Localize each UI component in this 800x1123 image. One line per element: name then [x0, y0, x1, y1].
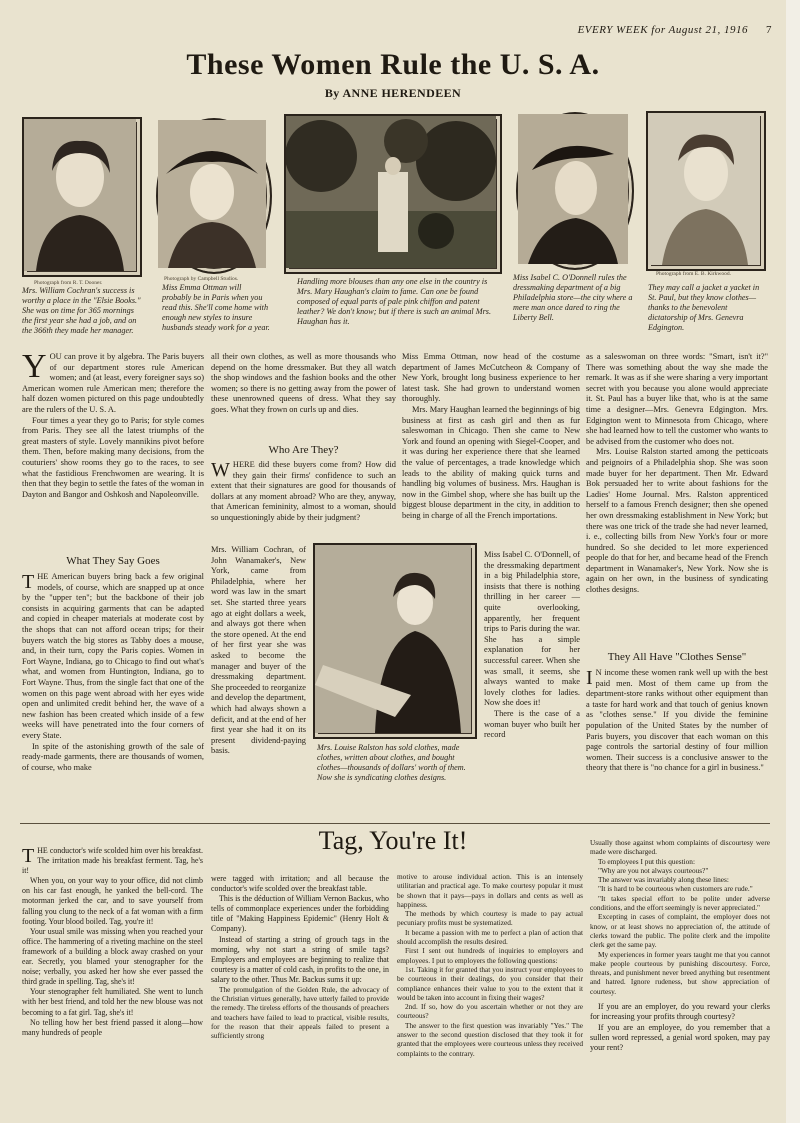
- paragraph: motive to arouse individual action. This is an intensely utilitarian and practical age. To make courtesy popular it must be shown that it pays—pays in dollars and cents as well as happiness.: [397, 872, 583, 909]
- paragraph: This is the déduction of William Vernon Backus, who tells of commonplace experiences under the forbidding title of "Making Happiness Epidemic" (Henry Holt & Company).: [211, 894, 389, 934]
- paragraph: OU can prove it by algebra. The Paris buyers of our department stores rule American women; and (at least, every foreigner says so) American women rule American men; therefore the half dozen women pictured on this page undoubtedly are the rulers of the U. S. A.: [22, 352, 204, 414]
- paragraph: were tagged with irritation; and all because the conductor's wife scolded over the breakfast table.: [211, 874, 389, 894]
- photo-cochran: [22, 117, 142, 277]
- dropcap: T: [22, 845, 35, 867]
- paragraph: HE American buyers bring back a few original models, of course, which are snapped up at once by the "upper ten"; but the backbone of their job consists in acquiring garments that can be adapted and copied in cheaper materials at moderate cost by the shops that can not afford ocean trips; for their buyers watch the big stores as Tabby does a mouse, and, in their turn, copy the Paris copies. Women in Fort Wayne, Indiana, go to Chicago to find out what's what, and women from Huntington, Indiana, go to Fort Wayne. Thus, from the single fact that one of the women on this page went abroad with her eyes wide open and unlimited credit behind her, the wave of a new fashion has been created which inside of a few weeks will have penetrated into the four corners of every State.: [22, 572, 204, 740]
- paragraph: Mrs. William Cochran, of John Wanamaker's, New York, came from Philadelphia, where her word was law in the smart set. She started three years ago at eight dollars a week, and always got there when the store opened. At the end of her first year she was asked to become the manager and buyer of the dressmaking department. She proceeded to reorganize and develop the department, which had always shown a deficit, and at the end of her first year she had it on its present dividend-paying basis.: [211, 545, 306, 756]
- running-header: [578, 24, 772, 36]
- tag-title: Tag, You're It!: [318, 826, 468, 855]
- caption-ottman: Miss Emma Ottman will probably be in Paris when you read this. She'll come home with enough new styles to insure husbands steady work for a year.: [162, 283, 270, 332]
- page-number: 7: [766, 24, 772, 36]
- paragraph: If you are an employer, do you reward your clerks for increasing your profits through courtesy?: [590, 1002, 770, 1022]
- article-column-2b: [211, 460, 396, 524]
- photo-ralston: [313, 543, 477, 739]
- photo-credit-campbell: Photograph by Campbell Studios.: [164, 276, 239, 282]
- subheading-who-are-they: Who Are They?: [268, 444, 339, 456]
- article-column-4b: [586, 668, 768, 774]
- page-edge: [786, 0, 800, 1123]
- paragraph: In spite of the astonishing growth of the sale of ready-made garments, there are thousands of women, of course, who make: [22, 741, 204, 772]
- article-title: These Women Rule the U. S. A.: [186, 48, 600, 81]
- paragraph: To employees I put this question:: [598, 856, 695, 866]
- paragraph: When you, on your way to your office, did not climb on his car fast enough, he yanked the bell-cord. The motorman jerked the car, and to save yourself from falling you clung to the neck of a fat woman with a firm footing. Your blood boiled. Tag, you're it!: [22, 876, 203, 926]
- article-column-3: [402, 352, 580, 522]
- article-column-4: [586, 352, 768, 596]
- dropcap: W: [211, 459, 230, 481]
- paragraph: "It takes special effort to be polite under adverse conditions, and the effort seemingly is never appreciated.": [590, 893, 770, 913]
- ralston-inset: [313, 543, 477, 805]
- paragraph: If you are an employee, do you remember that a sullen word repressed, a genial word spoken, may pay your rent?: [590, 1022, 770, 1053]
- paragraph: HERE did these buyers come from? How did they gain their firms' confidence to such an extent that their signatures are good for thousands of dollars at any moment abroad? Who are they, anyway, that American femininity, almost to a woman, should so unquestioningly abide by their judgment?: [211, 460, 396, 522]
- tag-column-2: [211, 874, 389, 1040]
- paragraph: Four times a year they go to Paris; for style comes from Paris. They see all the latest triumphs of the great masters of style. Lovely mannikins pivot before them. Then, before making many decisions, from the couturiers' show rooms they go to the races, to see what the fastidious Frenchwomen are wearing. It is then that they begin to settle the fates of the woman in Dayton and Bangor and Oshkosh and Napoleonville.: [22, 415, 204, 499]
- article-column-3b: [484, 550, 580, 741]
- paragraph: The methods by which courtesy is made to pay actual pecuniary profits must be systematized.: [397, 909, 583, 928]
- photo-haughan: [284, 114, 502, 274]
- paragraph: No telling how her best friend passed it along—how many hundreds of people: [22, 1017, 203, 1037]
- article-column-1b: [22, 572, 204, 773]
- paragraph: There is the case of a woman buyer who built her record: [484, 708, 580, 740]
- photo-edgington: [646, 111, 766, 271]
- caption-haughan: Handling more blouses than any one else in the country is Mrs. Mary Haughan's claim to fame. Can one be found composed of equal parts of pale pink chiffon and patent leather? We don't know; but if there is such an animal Mrs. Haughan has it.: [297, 277, 491, 326]
- article-column-2: [211, 352, 396, 416]
- article-column-1: [22, 348, 204, 500]
- paragraph: "It is hard to be courteous when customers are rude.": [598, 884, 753, 894]
- photo-credit-kirkwood: Photograph from E. B. Kirkwood.: [656, 271, 732, 277]
- section-divider: [20, 823, 770, 824]
- subheading-what-they-say-goes: What They Say Goes: [66, 555, 160, 567]
- paragraph: Excepting in cases of complaint, the employer does not know, or at least shows no appreciation of, the attitude of clerks toward the public. The polite clerk and the impolite clerk get the same pay.: [590, 912, 770, 950]
- dropcap: I: [586, 667, 593, 689]
- paragraph: My experiences in former years taught me that you cannot make people courteous by punishing discourtesy. Force, threats, and punishment never breed anything but resentment and hatred. Ignore rudeness, but show appreciation of courtesy.: [590, 949, 770, 996]
- paragraph: as a saleswoman on three words: "Smart, isn't it?" There was something about the way she made the remark. It was as if she were sharing a very important secret with you because you alone would appreciate it. St. Paul has a buyer like that, who is at the same time a designer—Mrs. Genevra Edgington. Mrs. Edgington went to Minnesota from Chicago, where she had learned how to tell the customer who wants to be advised from the customer who does not.: [586, 352, 768, 446]
- paragraph: It became a passion with me to perfect a plan of action that should accomplish the results desired.: [397, 927, 583, 947]
- dropcap: Y: [22, 348, 47, 385]
- paragraph: Your stenographer felt humiliated. She went to lunch with her best friend, and told her the new blouse was not becoming to a fat girl. Tag, she's it!: [22, 987, 203, 1017]
- caption-odonnell: Miss Isabel C. O'Donnell rules the dressmaking department of a big Philadelphia store—the city where a mere man once dared to ring the Liberty Bell.: [513, 273, 633, 322]
- paragraph: Mrs. Louise Ralston started among the petticoats and peignoirs of a Philadelphia shop. She was soon made buyer for her department. Then Mr. Edward Bok persuaded her to write about fashions for the Ladies' Home Journal. Mrs. Ralston apprenticed herself to a famous French designer; then she opened her own dressmaking establishment in New York; but there was one trick of the trade she had never learned, i. e., collecting bills from New York's four or more hundred. So she decided to let more experienced people do that for her, and became head of the French department in Wanamaker's, New York. Now she is again on her own, in the business of syndicating clothes designs.: [586, 447, 768, 595]
- tag-column-3: [397, 872, 583, 1058]
- paragraph: Mrs. Mary Haughan learned the beginnings of big business at first as cash girl and then as fur saleswoman in Chicago. Then she came to New York and found an opening with Siegel-Cooper, and it was during her experience there that she learned the value of percentages, a trade knowledge which leads to the ability of making quick turns and handling big volumes of business. Mrs. Haughan is now in the Gimbel shop, where she has built up the biggest blouse department in the city, in addition to being in charge of all the French importations.: [402, 404, 580, 520]
- article-column-2c: [211, 545, 306, 757]
- caption-ralston: Mrs. Louise Ralston has sold clothes, made clothes, written about clothes, and bought clothes—thousands of dollars' worth of them. Now she is syndicating clothes designs.: [317, 743, 466, 782]
- caption-cochran: Mrs. William Cochran's success is worthy a place in the "Elsie Books." She was on time for 365 mornings the first year she had a job, and on the 366th they made her manager.: [22, 286, 141, 335]
- tag-column-4: [590, 838, 770, 1054]
- paragraph: 2nd. If so, how do you ascertain whether or not they are courteous?: [397, 1002, 583, 1021]
- paragraph: 1st. Taking it for granted that you instruct your employees to be courteous in their dealings, do you consider that their compliance enhances their value to you to the extent that it would be taken into account in fixing their wages?: [397, 964, 583, 1002]
- photo-ottman: [156, 118, 272, 274]
- dropcap: T: [22, 571, 35, 593]
- running-title: EVERY WEEK for August 21, 1916: [577, 24, 748, 36]
- paragraph: HE conductor's wife scolded him over his breakfast. The irritation made his breakfast ferment. Tag, he's it!: [22, 846, 203, 876]
- paragraph: "Why are you not always courteous?": [598, 865, 709, 875]
- paragraph: First I sent out hundreds of inquiries to employers and employees. I put to employers the following questions:: [397, 946, 583, 965]
- photo-credit-dooner: Photograph from R. T. Dooner.: [34, 280, 103, 286]
- tag-column-1: [22, 846, 203, 1038]
- caption-edgington: They may call a jacket a yacket in St. Paul, but they know clothes—thanks to the benevolent dictatorship of Mrs. Genevra Edgington.: [648, 283, 760, 332]
- paragraph: The promulgation of the Golden Rule, the advocacy of the Christian virtues generally, have utterly failed to provide the remedy. The tireless efforts of the thousands of preachers and teachers have failed to lead to practical, visible results, for the reason that their appeals failed to present a sufficiently strong: [211, 985, 389, 1041]
- paragraph: Usually those against whom complaints of discourtesy were made were discharged.: [590, 838, 770, 857]
- paragraph: The answer to the first question was invariably "Yes." The answer to the second question disclosed that they took it for granted that the employees were courteous unless they received complaints to the contrary.: [397, 1020, 583, 1058]
- paragraph: all their own clothes, as well as more thousands who depend on the home dressmaker. But they all watch the shop windows and the fashion books and the other women; so there is no getting away from the power of these unenrowned queens of dress. What they say goes. What they frown on curls up and dies.: [211, 352, 396, 414]
- paragraph: N income these women rank well up with the best paid men. Most of them came up from the department-store ranks without other equipment than a taste for hard work and that touch of genius known as "clothes sense." If you divide the feminine population of the United States by the number of Paris buyers, you discover that each woman on this page controls the sartorial destiny of four million women. Their success is a conclusive answer to the theory that there is "no chance for a girl in business.": [586, 668, 768, 773]
- paragraph: Your usual smile was missing when you reached your office. The hammering of a riveting machine on the steel framework of a building a block away crashed on your ear. Secretly, you blamed your stenographer for the noise; verbally, you asked her how she ever passed the third grade in spelling. Tag, she's it!: [22, 926, 203, 987]
- photo-odonnell: [516, 112, 634, 270]
- paragraph: The answer was invariably along these lines:: [598, 875, 729, 885]
- byline: By ANNE HERENDEEN: [324, 86, 462, 100]
- paragraph: Miss Isabel C. O'Donnell, of the dressmaking department in a big Philadelphia store, insists that there is nothing thrilling in her career —quite overlooking, apparently, her frequent trips to Paris during the war. She has a simple explanation for her successful career. When she was small, it seems, she always wanted to make lovely clothes for ladies. Now she does it!: [484, 550, 580, 708]
- paragraph: Instead of starting a string of grouch tags in the morning, why not start a string of smile tags? Employers and employees are beginning to realize that courtesy is a matter of cold cash, in profits to the one, in salary to the other. Thus Mr. Backus sums it up:: [211, 934, 389, 984]
- paragraph: Miss Emma Ottman, now head of the costume department of James McCutcheon & Company of New York, brought long business experience to her latest task. She had grown to understand women thoroughly.: [402, 352, 580, 404]
- subheading-clothes-sense: They All Have "Clothes Sense": [607, 651, 747, 663]
